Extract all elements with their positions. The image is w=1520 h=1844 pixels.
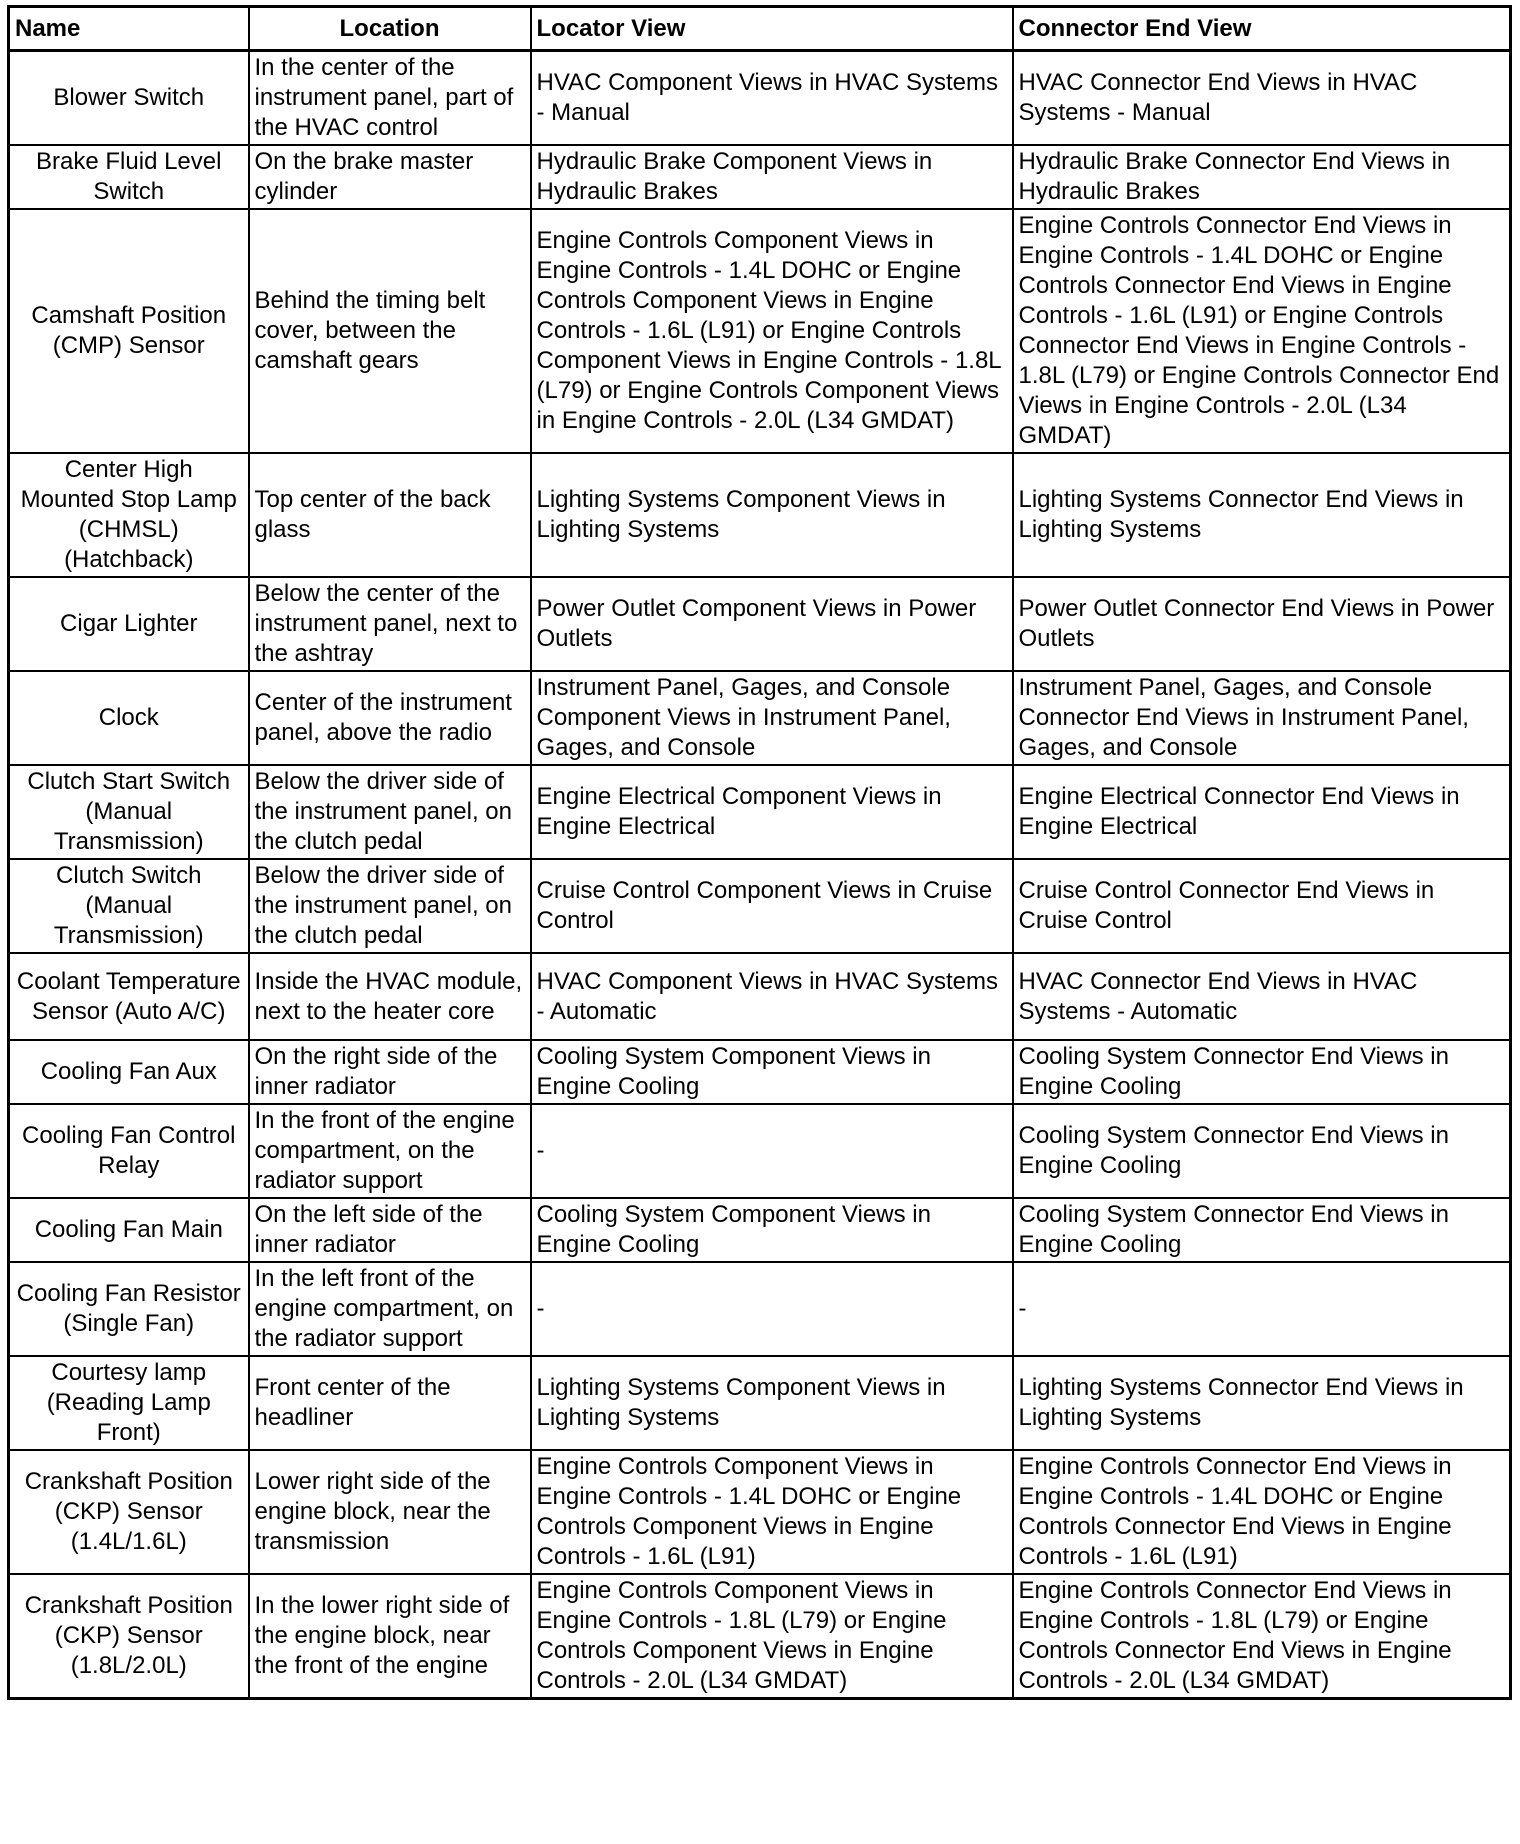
header-locator-view: Locator View (531, 7, 1013, 51)
table-row (9, 671, 1511, 765)
cell-connector-end-view: Cooling System Connector End Views in Engine Cooling (1013, 1104, 1511, 1198)
cell-connector-end-view: Engine Controls Connector End Views in Engine Controls - 1.4L DOHC or Engine Controls Connector End Views in Engine Controls - 1.6L (L91) or Engine Controls Connector End Views in Engine Controls - 1.8L (L79) or Engine Controls Connector End Views in Engine Controls - 2.0L (L34 GMDAT) (1013, 209, 1511, 453)
cell-locator-view: - (531, 1262, 1013, 1356)
cell-connector-end-view: Engine Controls Connector End Views in Engine Controls - 1.8L (L79) or Engine Controls Connector End Views in Engine Controls - 2.0L (L34 GMDAT) (1013, 1574, 1511, 1699)
cell-location: In the lower right side of the engine block, near the front of the engine (249, 1574, 531, 1699)
cell-connector-end-view: Instrument Panel, Gages, and Console Connector End Views in Instrument Panel, Gages, and Console (1013, 671, 1511, 765)
cell-name: Clock (9, 671, 249, 765)
cell-locator-view: Engine Controls Component Views in Engine Controls - 1.4L DOHC or Engine Controls Component Views in Engine Controls - 1.6L (L91) or Engine Controls Component Views in Engine Controls - 1.8L (L79) or Engine Controls Component Views in Engine Controls - 2.0L (L34 GMDAT) (531, 209, 1013, 453)
table-row (9, 577, 1511, 671)
cell-location: Behind the timing belt cover, between the camshaft gears (249, 209, 531, 453)
header-name: Name (9, 7, 249, 51)
cell-location: Center of the instrument panel, above the radio (249, 671, 531, 765)
cell-connector-end-view: Power Outlet Connector End Views in Power Outlets (1013, 577, 1511, 671)
cell-name: Camshaft Position (CMP) Sensor (9, 209, 249, 453)
cell-name: Crankshaft Position (CKP) Sensor (1.4L/1.6L) (9, 1450, 249, 1574)
cell-location: On the left side of the inner radiator (249, 1198, 531, 1262)
cell-connector-end-view: Engine Controls Connector End Views in Engine Controls - 1.4L DOHC or Engine Controls Connector End Views in Engine Controls - 1.6L (L91) (1013, 1450, 1511, 1574)
table-row (9, 1198, 1511, 1262)
cell-location: In the front of the engine compartment, on the radiator support (249, 1104, 531, 1198)
cell-connector-end-view: Lighting Systems Connector End Views in Lighting Systems (1013, 453, 1511, 577)
cell-connector-end-view: Cooling System Connector End Views in Engine Cooling (1013, 1040, 1511, 1104)
table-row (9, 1356, 1511, 1450)
cell-locator-view: Cooling System Component Views in Engine Cooling (531, 1040, 1013, 1104)
cell-location: Below the driver side of the instrument panel, on the clutch pedal (249, 859, 531, 953)
cell-locator-view: Engine Controls Component Views in Engine Controls - 1.4L DOHC or Engine Controls Component Views in Engine Controls - 1.6L (L91) (531, 1450, 1013, 1574)
cell-name: Coolant Temperature Sensor (Auto A/C) (9, 953, 249, 1040)
component-locator-table (7, 5, 1512, 1700)
cell-location: Top center of the back glass (249, 453, 531, 577)
cell-name: Cooling Fan Control Relay (9, 1104, 249, 1198)
table-row (9, 1574, 1511, 1699)
cell-name: Blower Switch (9, 51, 249, 146)
cell-connector-end-view: Hydraulic Brake Connector End Views in Hydraulic Brakes (1013, 145, 1511, 209)
cell-connector-end-view: HVAC Connector End Views in HVAC Systems - Manual (1013, 51, 1511, 146)
cell-locator-view: Power Outlet Component Views in Power Outlets (531, 577, 1013, 671)
table-row (9, 1450, 1511, 1574)
cell-connector-end-view: Engine Electrical Connector End Views in Engine Electrical (1013, 765, 1511, 859)
cell-name: Cooling Fan Resistor (Single Fan) (9, 1262, 249, 1356)
table-row (9, 209, 1511, 453)
cell-locator-view: Cooling System Component Views in Engine Cooling (531, 1198, 1013, 1262)
cell-name: Cooling Fan Aux (9, 1040, 249, 1104)
cell-connector-end-view: HVAC Connector End Views in HVAC Systems - Automatic (1013, 953, 1511, 1040)
header-row (9, 7, 1511, 51)
table-row (9, 145, 1511, 209)
cell-locator-view: HVAC Component Views in HVAC Systems - Automatic (531, 953, 1013, 1040)
cell-locator-view: Cruise Control Component Views in Cruise Control (531, 859, 1013, 953)
cell-locator-view: Lighting Systems Component Views in Lighting Systems (531, 453, 1013, 577)
cell-name: Cigar Lighter (9, 577, 249, 671)
table-row (9, 1262, 1511, 1356)
table-row (9, 765, 1511, 859)
cell-name: Brake Fluid Level Switch (9, 145, 249, 209)
cell-connector-end-view: Cruise Control Connector End Views in Cruise Control (1013, 859, 1511, 953)
header-location: Location (249, 7, 531, 51)
table-row (9, 51, 1511, 146)
cell-name: Center High Mounted Stop Lamp (CHMSL) (Hatchback) (9, 453, 249, 577)
cell-location: On the brake master cylinder (249, 145, 531, 209)
cell-locator-view: Hydraulic Brake Component Views in Hydraulic Brakes (531, 145, 1013, 209)
cell-locator-view: Engine Electrical Component Views in Engine Electrical (531, 765, 1013, 859)
cell-connector-end-view: - (1013, 1262, 1511, 1356)
header-connector-end-view: Connector End View (1013, 7, 1511, 51)
cell-location: Lower right side of the engine block, near the transmission (249, 1450, 531, 1574)
table-body (9, 51, 1511, 1699)
table-row (9, 453, 1511, 577)
cell-locator-view: HVAC Component Views in HVAC Systems - Manual (531, 51, 1013, 146)
cell-location: Below the driver side of the instrument panel, on the clutch pedal (249, 765, 531, 859)
table-header (9, 7, 1511, 51)
table-row (9, 953, 1511, 1040)
cell-name: Crankshaft Position (CKP) Sensor (1.8L/2.0L) (9, 1574, 249, 1699)
cell-location: Front center of the headliner (249, 1356, 531, 1450)
cell-location: Inside the HVAC module, next to the heater core (249, 953, 531, 1040)
cell-name: Clutch Start Switch (Manual Transmission) (9, 765, 249, 859)
cell-name: Courtesy lamp (Reading Lamp Front) (9, 1356, 249, 1450)
cell-connector-end-view: Cooling System Connector End Views in Engine Cooling (1013, 1198, 1511, 1262)
cell-locator-view: Lighting Systems Component Views in Lighting Systems (531, 1356, 1013, 1450)
cell-location: On the right side of the inner radiator (249, 1040, 531, 1104)
cell-name: Cooling Fan Main (9, 1198, 249, 1262)
component-locator-table-wrap (7, 5, 1509, 1700)
cell-locator-view: Engine Controls Component Views in Engine Controls - 1.8L (L79) or Engine Controls Component Views in Engine Controls - 2.0L (L34 GMDAT) (531, 1574, 1013, 1699)
cell-locator-view: Instrument Panel, Gages, and Console Component Views in Instrument Panel, Gages, and Console (531, 671, 1013, 765)
cell-connector-end-view: Lighting Systems Connector End Views in Lighting Systems (1013, 1356, 1511, 1450)
table-row (9, 1040, 1511, 1104)
cell-location: In the center of the instrument panel, part of the HVAC control (249, 51, 531, 146)
cell-locator-view: - (531, 1104, 1013, 1198)
table-row (9, 1104, 1511, 1198)
cell-location: In the left front of the engine compartment, on the radiator support (249, 1262, 531, 1356)
cell-location: Below the center of the instrument panel, next to the ashtray (249, 577, 531, 671)
cell-name: Clutch Switch (Manual Transmission) (9, 859, 249, 953)
table-row (9, 859, 1511, 953)
